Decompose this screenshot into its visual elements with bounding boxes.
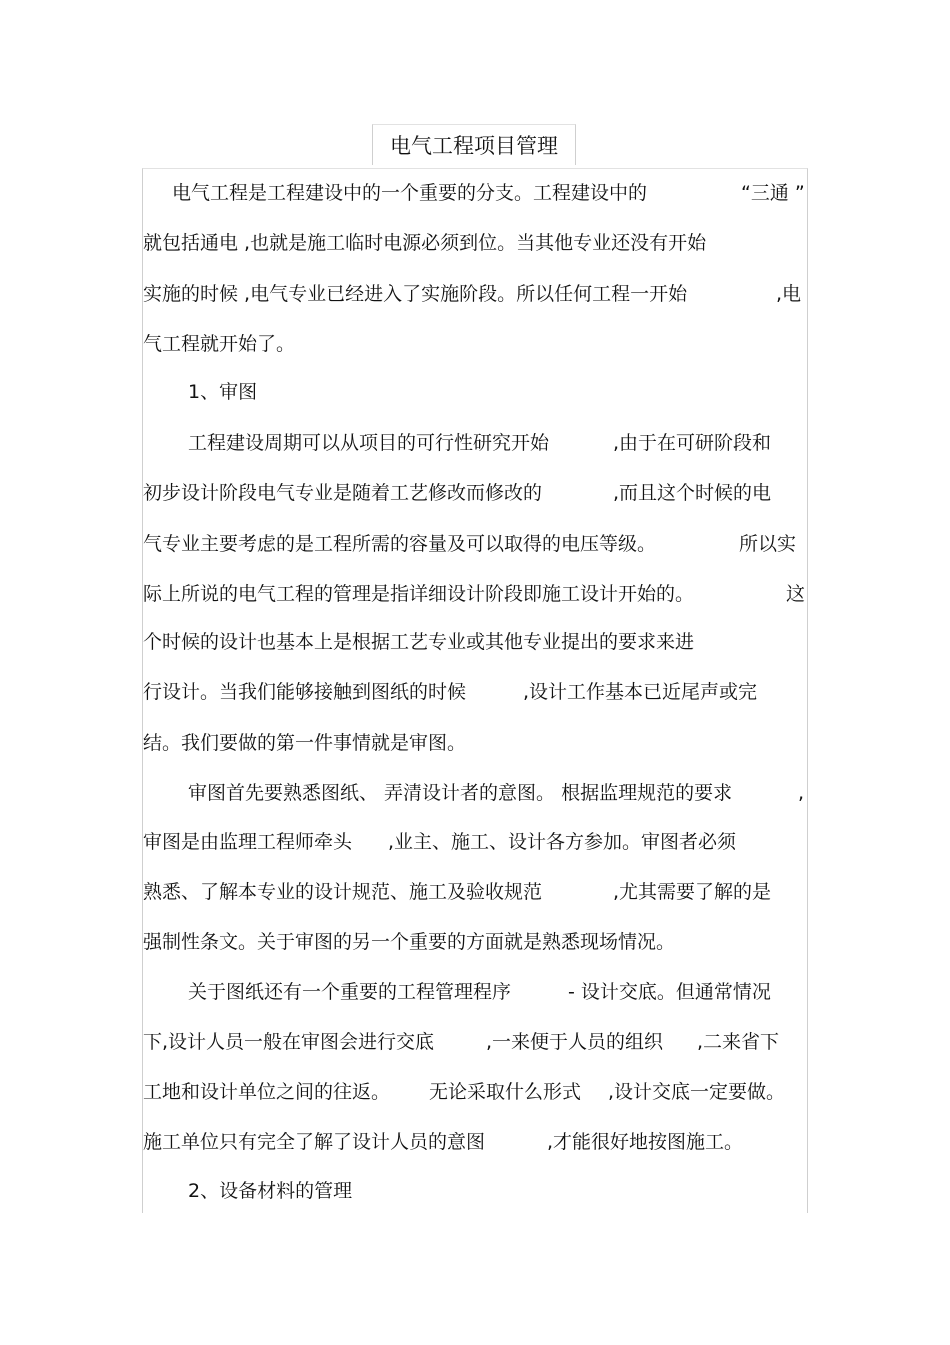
text-line-p2-l6b: ,设计工作基本已近尾声或完 (523, 681, 758, 703)
text-line-p1-l2: 就包括通电 ,也就是施工临时电源必须到位。当其他专业还没有开始 (143, 232, 707, 254)
text-line-p4-l3: 工地和设计单位之间的往返。 (143, 1081, 391, 1103)
text-line-p4-l2c: ,二来省下 (697, 1031, 780, 1053)
text-line-p4-l4b: ,才能很好地按图施工。 (547, 1131, 744, 1153)
text-line-p2-l2: 初步设计阶段电气专业是随着工艺修改而修改的 (143, 482, 543, 504)
title-box (372, 124, 576, 165)
text-line-p1-l1b: “三通 ” (741, 182, 805, 204)
text-line-p2-l4: 际上所说的电气工程的管理是指详细设计阶段即施工设计开始的。 (143, 583, 695, 605)
text-line-p4-l1b: - 设计交底。但通常情况 (568, 981, 771, 1003)
text-line-p1-l3b: ,电 (776, 283, 802, 305)
text-line-p4-l3c: ,设计交底一定要做。 (608, 1081, 786, 1103)
text-line-p3-l3: 熟悉、了解本专业的设计规范、施工及验收规范 (143, 881, 543, 903)
text-line-p2-l1b: ,由于在可研阶段和 (613, 432, 772, 454)
text-line-p3-l4: 强制性条文。关于审图的另一个重要的方面就是熟悉现场情况。 (143, 931, 676, 953)
text-line-p2-l7: 结。我们要做的第一件事情就是审图。 (143, 732, 467, 754)
text-line-p3-l2: 审图是由监理工程师牵头 (143, 831, 353, 853)
text-line-p1-l3: 实施的时候 ,电气专业已经进入了实施阶段。所以任何工程一开始 (143, 283, 688, 305)
text-line-p2-l3: 气专业主要考虑的是工程所需的容量及可以取得的电压等级。 (143, 533, 657, 555)
text-line-p3-l2b: ,业主、施工、设计各方参加。审图者必须 (388, 831, 737, 853)
text-line-p4-l2b: ,一来便于人员的组织 (486, 1031, 664, 1053)
text-line-p4-l2: 下,设计人员一般在审图会进行交底 (143, 1031, 435, 1053)
text-line-p3-l3b: ,尤其需要了解的是 (613, 881, 772, 903)
document-title: 电气工程项目管理 (390, 134, 558, 158)
text-line-p4-l1: 关于图纸还有一个重要的工程管理程序 (188, 981, 512, 1003)
text-line-p2-l3b: 所以实 (739, 533, 797, 555)
text-line-p4-l3b: 无论采取什么形式 (429, 1081, 582, 1103)
text-line-h2: 2、设备材料的管理 (188, 1180, 353, 1202)
text-line-p1-l4: 气工程就开始了。 (143, 333, 296, 355)
text-line-p4-l4: 施工单位只有完全了解了设计人员的意图 (143, 1131, 486, 1153)
text-line-p2-l5: 个时候的设计也基本上是根据工艺专业或其他专业提出的要求来进 (143, 631, 695, 653)
text-line-p2-l6: 行设计。当我们能够接触到图纸的时候 (143, 681, 467, 703)
text-line-p2-l4b: 这 (786, 583, 806, 605)
text-line-p3-l1: 审图首先要熟悉图纸、 弄清设计者的意图。 根据监理规范的要求 (188, 782, 733, 804)
text-line-p2-l2b: ,而且这个时候的电 (613, 482, 772, 504)
text-line-p3-l1b: , (798, 782, 805, 804)
text-line-p2-l1: 工程建设周期可以从项目的可行性研究开始 (188, 432, 550, 454)
text-line-p1-l1: 电气工程是工程建设中的一个重要的分支。工程建设中的 (172, 182, 648, 204)
text-line-h1: 1、审图 (188, 381, 258, 403)
